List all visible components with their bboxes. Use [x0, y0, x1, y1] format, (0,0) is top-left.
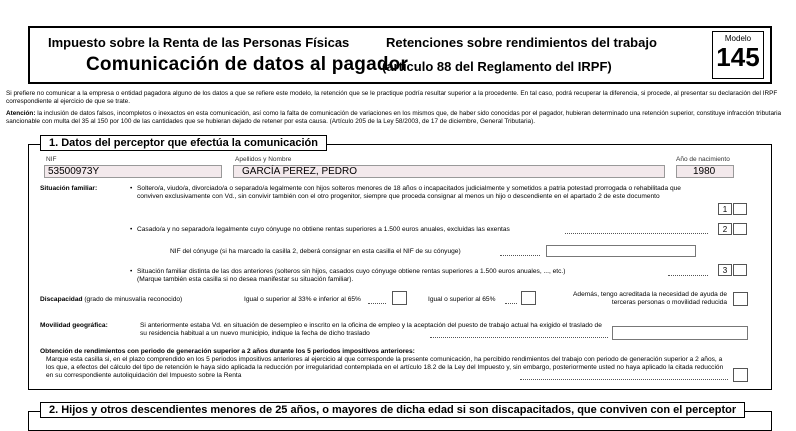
- family-option-3-checkbox[interactable]: [733, 264, 747, 276]
- leader-dots: [430, 337, 608, 338]
- name-label: Apellidos y Nombre: [235, 156, 292, 163]
- income-text: Marque esta casilla si, en el plazo comprendido en los 5 periodos impositivos anteriores al ejercicio al que corresponde la presente comunicación, ha percibido rendimientos del trabajo con periodo de generación superior a 2 años, a los que, a efectos del cálculo del tipo de retención le haya sido aplicada la reducción por irregularidad contemplada en el artículo 18.2 de la Ley del Impuesto y, sin embargo, posteriormente usted no haya aplicado la citada reducción en su correspondiente autoliquidación del Impuesto sobre la Renta: [46, 356, 724, 379]
- modelo-number: 145: [716, 42, 760, 72]
- bullet-icon: •: [130, 226, 133, 233]
- mobility-text: Si anteriormente estaba Vd. en situación de desempleo e inscrito en la oficina de empleo y la aceptación del puesto de trabajo actual ha exigido el traslado de su residencia habitual a un nuevo municipio, indique la fecha de dicho traslado: [140, 322, 602, 337]
- income-title: Obtención de rendimientos con periodo de generación superior a 2 años durante los 5 periodos impositivos anteriores:: [40, 348, 415, 355]
- modelo-box: [712, 31, 764, 79]
- leader-dots: [500, 255, 540, 256]
- attention-paragraph: [6, 110, 788, 126]
- regulation-subtitle: (artículo 88 del Reglamento del IRPF): [382, 59, 612, 74]
- name-field[interactable]: GARCÍA PEREZ, PEDRO: [233, 165, 665, 178]
- family-option-3-note: (Marque también esta casilla si no desea manifestar su situación familiar).: [137, 276, 354, 283]
- disability-label: Discapacidad: [40, 296, 83, 303]
- disability-assistance-label: Además, tengo acreditada la necesidad de ayuda de terceras personas o movilidad reducida: [573, 291, 727, 306]
- modelo-label: Modelo: [724, 34, 752, 43]
- form-header: [28, 26, 772, 84]
- withholding-title: Retenciones sobre rendimientos del trabajo: [386, 35, 657, 50]
- nif-field[interactable]: 53500973Y: [44, 165, 222, 178]
- mobility-date-input[interactable]: [612, 326, 748, 340]
- disability-65-checkbox[interactable]: [521, 291, 536, 305]
- disability-label-group: [40, 296, 182, 304]
- birth-year-label: Año de nacimiento: [676, 156, 730, 163]
- income-checkbox[interactable]: [733, 368, 748, 382]
- spouse-nif-input[interactable]: [546, 245, 696, 257]
- section-2-title: 2. Hijos y otros descendientes menores de 25 años, o mayores de dicha edad si son discapacitados, que conviven con el perceptor: [40, 402, 745, 418]
- disability-33-label: Igual o superior al 33% e inferior al 65%: [244, 296, 361, 303]
- intro-paragraph: Si prefiere no comunicar a la empresa o entidad pagadora alguno de los datos a que se refiere este modelo, la retención que se le practique podría resultar superior a la procedente. En tal caso, podrá recuperar la diferencia, si procede, al presentar su declaración del IRPF correspondiente al ejercicio de que se trate.: [6, 90, 778, 105]
- mobility-label: Movilidad geográfica:: [40, 322, 108, 329]
- family-option-1-number: 1: [718, 203, 732, 215]
- disability-assistance-checkbox[interactable]: [733, 292, 748, 306]
- family-situation-label: Situación familiar:: [40, 185, 98, 192]
- family-option-2-text: Casado/a y no separado/a legalmente cuyo cónyuge no obtiene rentas superiores a 1.500 euros anuales, excluidas las exentas: [137, 226, 510, 233]
- leader-dots: [520, 379, 728, 380]
- family-option-3-number: 3: [718, 264, 732, 276]
- disability-65-label: Igual o superior al 65%: [428, 296, 496, 303]
- attention-label: Atención:: [6, 110, 36, 117]
- bullet-icon: •: [130, 268, 133, 275]
- disability-33-checkbox[interactable]: [392, 291, 407, 305]
- leader-dots: [668, 275, 708, 276]
- disability-sub: (grado de minusvalía reconocido): [84, 296, 183, 303]
- family-option-2-number: 2: [718, 223, 732, 235]
- spouse-nif-label: NIF del cónyuge (si ha marcado la casilla 2, deberá consignar en esta casilla el NIF de su cónyuge): [170, 248, 461, 255]
- family-option-1-checkbox[interactable]: [733, 203, 747, 215]
- nif-label: NIF: [46, 156, 57, 163]
- leader-dots: [368, 303, 386, 304]
- family-option-2-checkbox[interactable]: [733, 223, 747, 235]
- leader-dots: [505, 303, 517, 304]
- attention-text: la inclusión de datos falsos, incompletos o inexactos en esta comunicación, así como la falta de comunicación de variaciones en los mismos que, de haber sido conocidas por el pagador, hubieran determinado una retención superior, constituye infracción tributaria sancionable con multa del 35 al 150 por 100 de las cantidades que se hubieran dejado de retener por esta causa. (Artículo 205 de la Ley 58/2003, de 17 de diciembre, General Tributaria).: [6, 110, 782, 125]
- family-option-3-text: Situación familiar distinta de las dos anteriores (solteros sin hijos, casados cuyo cónyuge obtiene rentas superiores a 1.500 euros anuales, ..., etc.): [137, 268, 566, 275]
- bullet-icon: •: [130, 185, 133, 192]
- tax-title: Impuesto sobre la Renta de las Personas Físicas: [48, 35, 350, 50]
- leader-dots: [565, 233, 708, 234]
- family-option-1-text: Soltero/a, viudo/a, divorciado/a o separado/a legalmente con hijos solteros menores de 18 años o incapacitados judicialmente y sometidos a patria potestad prorrogada o rehabilitada que conviven exclusivamente con Vd., sin convivir también con el otro progenitor, siempre que proceda consignar al menos un hijo o descendiente en el apartado 2 de este documento: [137, 185, 681, 200]
- birth-year-field[interactable]: 1980: [676, 165, 734, 178]
- page-title: Comunicación de datos al pagador: [86, 54, 409, 75]
- section-1-title: 1. Datos del perceptor que efectúa la comunicación: [40, 135, 327, 151]
